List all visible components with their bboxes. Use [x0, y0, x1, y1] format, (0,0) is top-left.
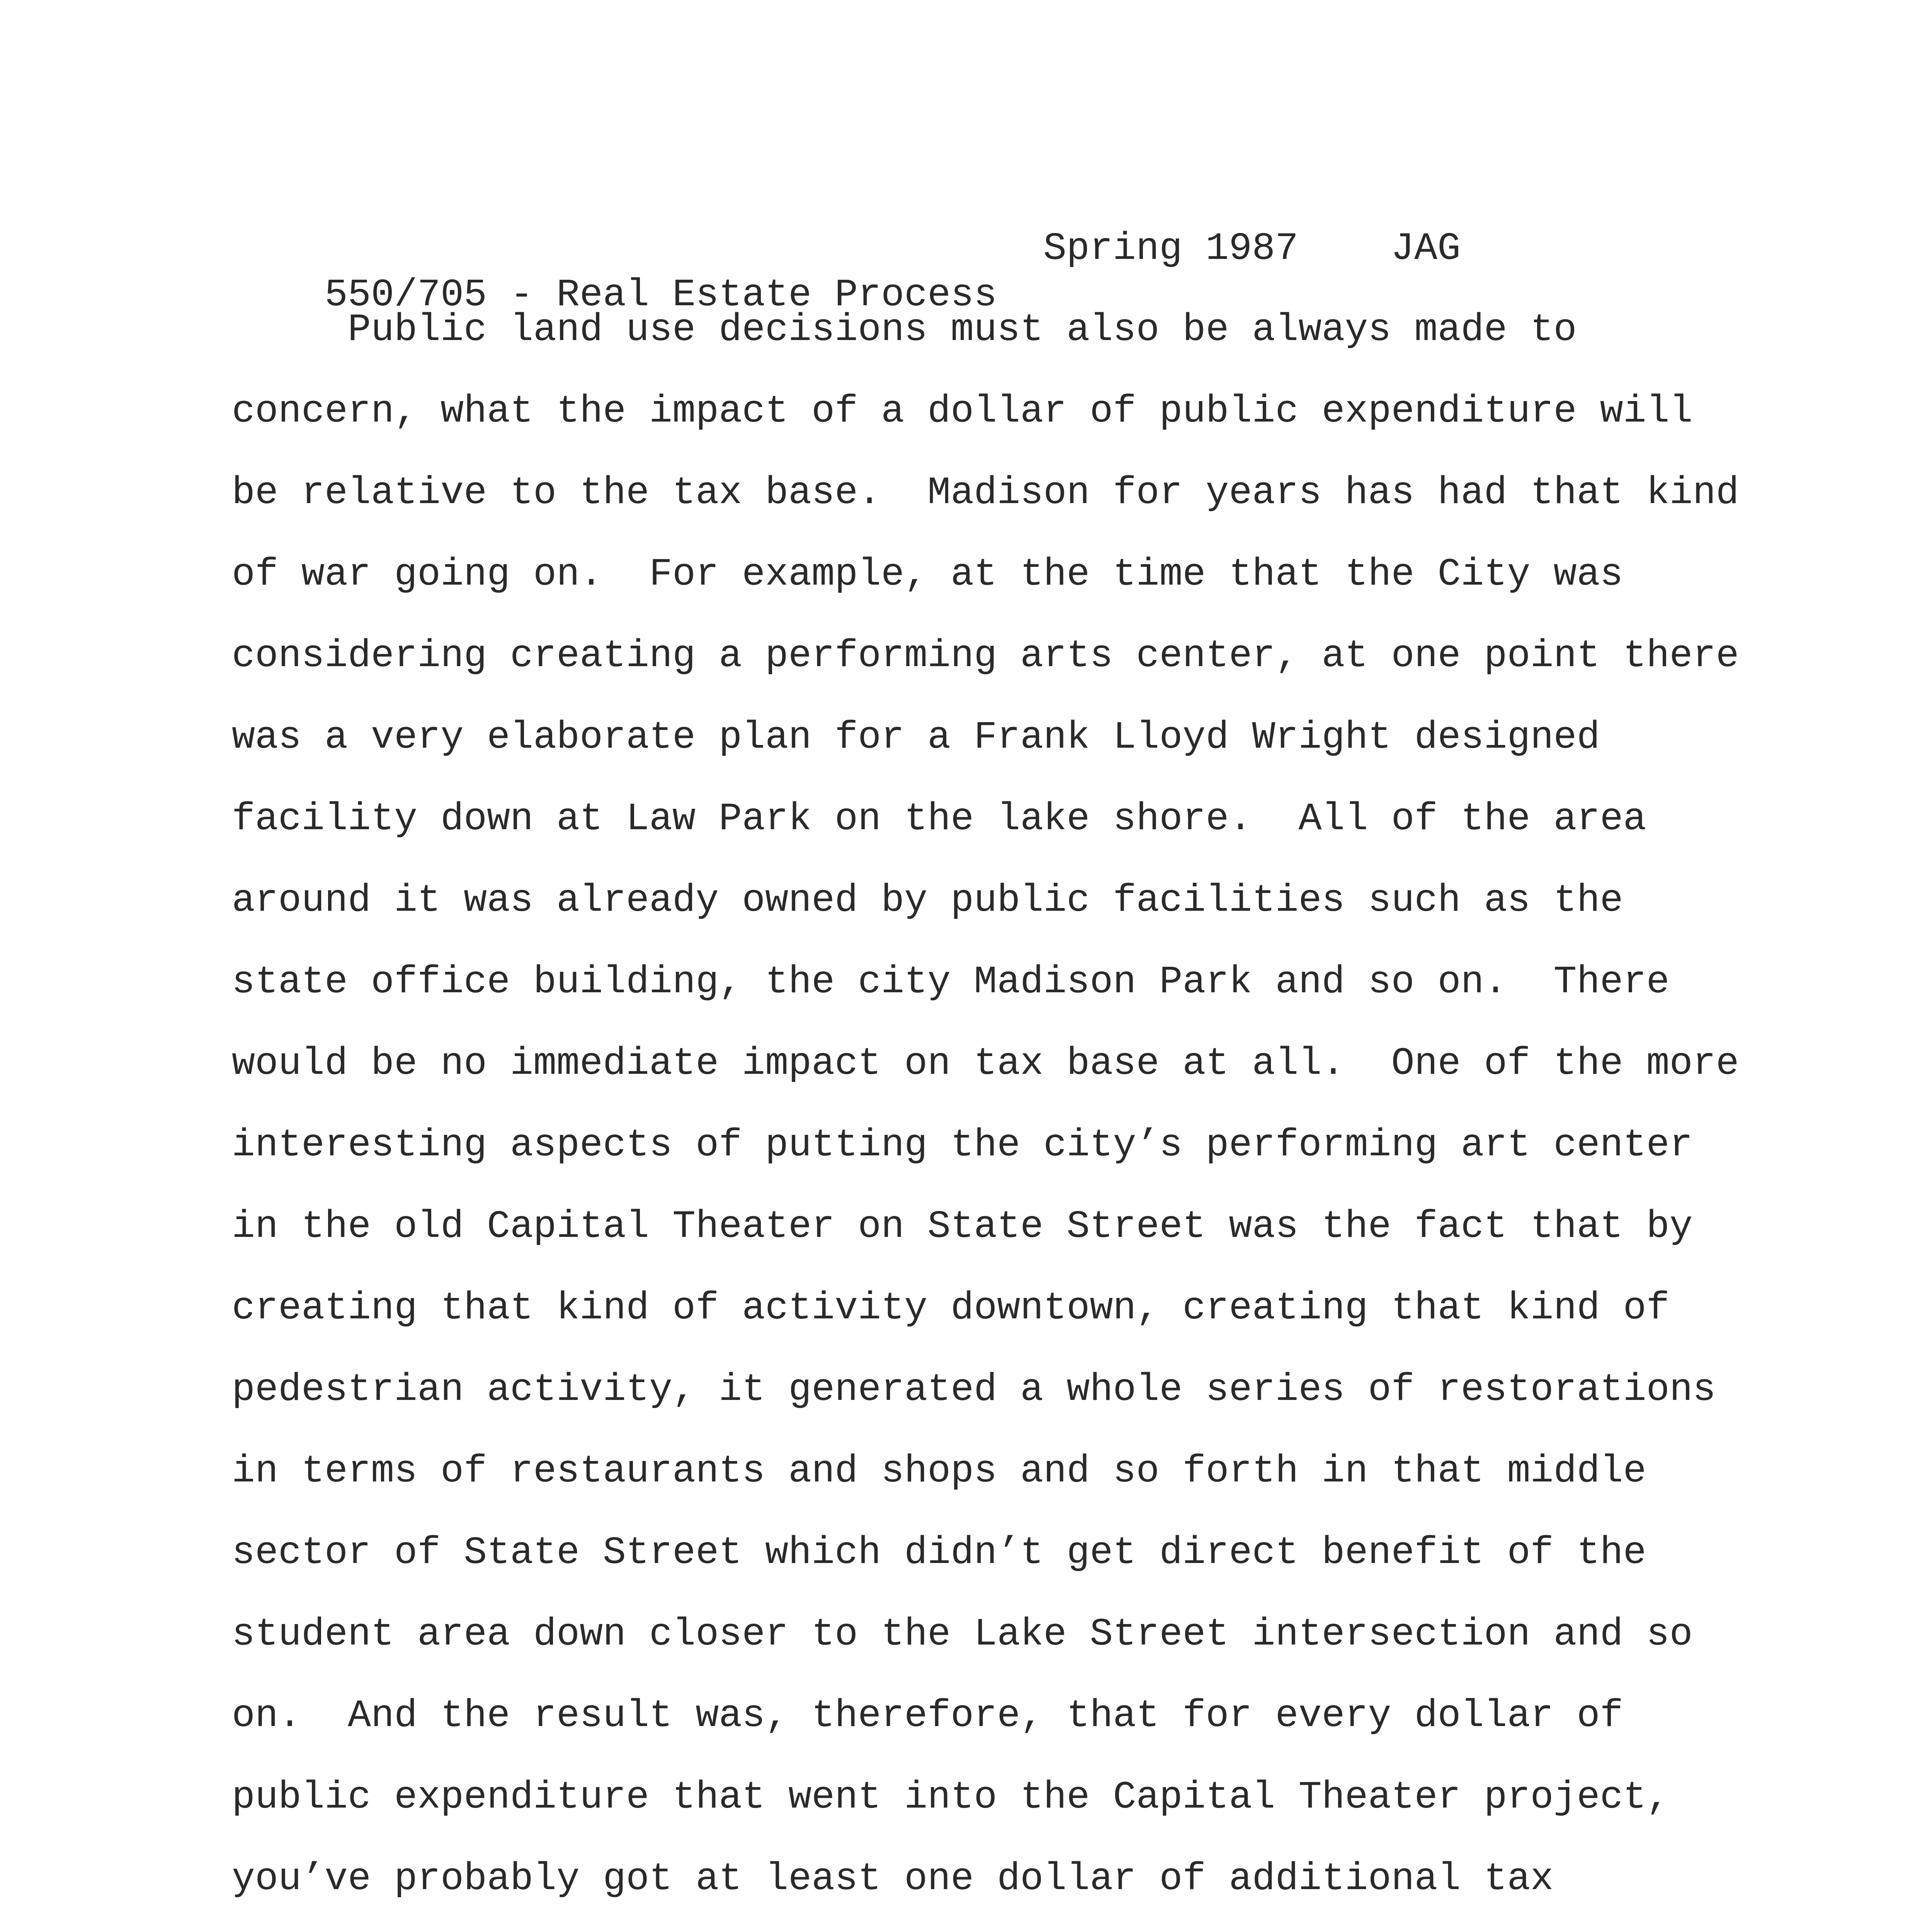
text-line: pedestrian activity, it generated a whole series of restorations — [232, 1368, 1716, 1412]
text-line: of war going on. For example, at the time that the City was — [232, 553, 1623, 597]
text-line: around it was already owned by public facilities such as the — [232, 879, 1623, 923]
text-line: you’ve probably got at least one dollar of additional tax — [232, 1857, 1554, 1901]
text-line: facility down at Law Park on the lake shore. All of the area — [232, 798, 1646, 841]
author-initials: JAG — [1391, 227, 1461, 271]
text-line: student area down closer to the Lake Street intersection and so — [232, 1613, 1693, 1656]
text-line: be relative to the tax base. Madison for years has had that kind — [232, 471, 1739, 515]
text-line: creating that kind of activity downtown, creating that kind of — [232, 1287, 1670, 1330]
text-line: interesting aspects of putting the city’s performing art center — [232, 1124, 1693, 1167]
text-line: public expenditure that went into the Capital Theater project, — [232, 1776, 1670, 1820]
text-line: on. And the result was, therefore, that for every dollar of — [232, 1694, 1623, 1738]
text-line: was a very elaborate plan for a Frank Lloyd Wright designed — [232, 716, 1600, 760]
course-title: 550/705 - Real Estate Process — [325, 274, 997, 317]
text-line: Public land use decisions must also be always made to — [348, 308, 1577, 352]
text-line: considering creating a performing arts center, at one point there — [232, 634, 1739, 678]
term-label: Spring 1987 — [1043, 227, 1299, 271]
text-line: in the old Capital Theater on State Street was the fact that by — [232, 1205, 1693, 1249]
text-line: in terms of restaurants and shops and so forth in that middle — [232, 1450, 1646, 1493]
text-line: concern, what the impact of a dollar of public expenditure will — [232, 390, 1693, 434]
transcript-paragraph — [232, 307, 1777, 1932]
text-line: state office building, the city Madison Park and so on. There — [232, 961, 1670, 1004]
text-line: would be no immediate impact on tax base at all. One of the more — [232, 1042, 1739, 1086]
text-line: sector of State Street which didn’t get direct benefit of the — [232, 1531, 1646, 1575]
